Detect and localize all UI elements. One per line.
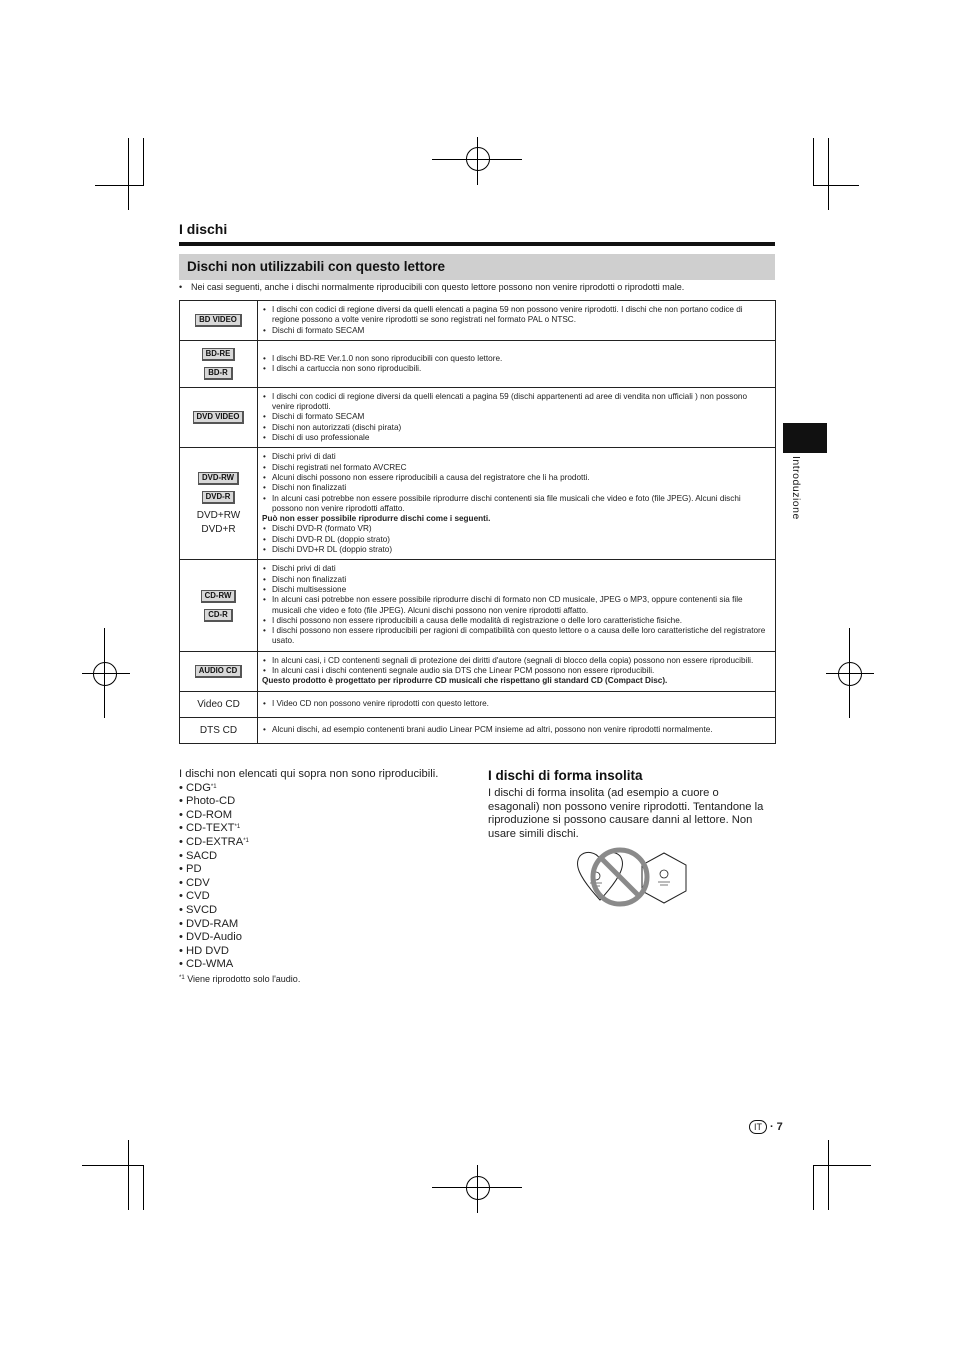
list-item-text: Photo-CD (186, 795, 236, 808)
disc-type-label: Video CD (197, 698, 240, 710)
crop-mark (813, 185, 859, 186)
list-item: • CD-TEXT$^{*1}$ (179, 822, 241, 835)
description-cell (258, 340, 776, 387)
list-item-text: CVD (186, 890, 210, 903)
disc-type-badge: DVD-RW (198, 472, 239, 485)
table-row (180, 717, 776, 743)
description-item: • Dischi di uso professionale (272, 433, 771, 443)
not-listed-text: I dischi non elencati qui sopra non sono riproducibili. (179, 768, 439, 780)
irregular-disc-illustration (572, 846, 692, 908)
registration-mark-icon (466, 1176, 490, 1200)
disc-type-cell (180, 651, 258, 691)
section-title: I dischi (179, 221, 228, 237)
registration-line (477, 1165, 478, 1213)
disc-type-cell (180, 387, 258, 447)
description-item: • In alcuni casi potrebbe non essere possibile riprodurre dischi di formato non CD musicale, JPEG o MP3, oppure contenenti sia file musicali che video e foto (file JPEG). Alcuni dischi possono non venire riprodotti affatto. (272, 595, 771, 616)
description-item: • Dischi non autorizzati (dischi pirata) (272, 423, 771, 433)
table-row (180, 560, 776, 651)
description-cell (258, 387, 776, 447)
irregular-text: I dischi di forma insolita (ad esempio a cuore o esagonali) non possono venire riprodotti. Tentandone la riproduzione si possono causare danni al lettore. Non usare simili dischi. (488, 787, 764, 840)
description-item: • Dischi DVD-R (formato VR) (272, 524, 771, 534)
description-item: • Dischi non finalizzati (272, 575, 771, 585)
table-row (180, 340, 776, 387)
description-note: Questo prodotto è progettato per riprodurre CD musicali che rispettano gli standard CD (Compact Disc). (262, 676, 668, 686)
crop-mark (128, 138, 129, 210)
intro-text: Nei casi seguenti, anche i dischi normalmente riproducibili con questo lettore possono non venire riprodotti o riprodotti male. (191, 282, 685, 292)
description-item: • In alcuni casi i dischi contenenti segnale audio sia DTS che Linear PCM possono non essere riproducibili. (272, 666, 771, 676)
crop-mark (813, 138, 814, 186)
disc-type-badge: BD-RE (202, 348, 236, 361)
disc-type-label: DVD+RW (196, 510, 241, 522)
irregular-title: I dischi di forma insolita (488, 768, 643, 783)
disc-type-badge: CD-RW (201, 590, 237, 603)
description-note: Può non esser possibile riprodurre dischi come i seguenti. (262, 514, 491, 524)
disc-type-cell (180, 717, 258, 743)
footnote-ref: *1 (210, 783, 217, 790)
chapter-label: Introduzione (790, 456, 802, 520)
footnote-text: Viene riprodotto solo l'audio. (187, 973, 301, 984)
list-item: • DVD-Audio (179, 931, 242, 944)
description-item: • I Video CD non possono venire riprodotti con questo lettore. (272, 699, 771, 709)
description-item: • I dischi a cartuccia non sono riproducibili. (272, 364, 771, 374)
registration-line (826, 673, 874, 674)
description-cell (258, 691, 776, 717)
description-item: • Dischi non finalizzati (272, 483, 771, 493)
list-item: • CD-ROM (179, 808, 233, 821)
footnote-ref: *1 (234, 824, 241, 831)
table-row (180, 651, 776, 691)
list-item-text: CD-TEXT (186, 822, 235, 835)
table-row (180, 301, 776, 341)
table-row (180, 691, 776, 717)
crop-mark (82, 1165, 144, 1166)
disc-type-cell (180, 560, 258, 651)
crop-mark (813, 1165, 871, 1166)
disc-type-badge: AUDIO CD (195, 665, 243, 678)
disc-type-cell (180, 691, 258, 717)
list-item: • DVD-RAM (179, 917, 239, 930)
crop-mark (813, 1165, 814, 1210)
description-item: • Dischi registrati nel formato AVCREC (272, 463, 771, 473)
crop-mark (828, 138, 829, 210)
list-item-text: CD-WMA (186, 958, 234, 971)
footnote-mark: *1 (179, 974, 185, 981)
disc-type-label: DVD+R (201, 524, 236, 536)
description-cell (258, 448, 776, 560)
description-item: • In alcuni casi, i CD contenenti segnali di protezione dei diritti d'autore (segnali di blocco della copia) possono non essere riproducibili. (272, 656, 771, 666)
page-number: 7 (776, 1121, 783, 1133)
registration-mark-icon (838, 662, 862, 686)
disc-type-badge: CD-R (204, 609, 233, 622)
crop-mark (143, 138, 144, 186)
list-item: • HD DVD (179, 944, 229, 957)
crop-mark (95, 185, 143, 186)
description-item: • Dischi di formato SECAM (272, 412, 771, 422)
description-item: • Dischi multisessione (272, 585, 771, 595)
description-item: • Dischi di formato SECAM (272, 326, 771, 336)
description-cell (258, 560, 776, 651)
list-item-text: SVCD (186, 903, 218, 916)
description-item: • Dischi DVD+R DL (doppio strato) (272, 545, 771, 555)
list-item: • SVCD (179, 903, 218, 916)
list-item-text: HD DVD (186, 944, 229, 957)
footnote-ref: *1 (243, 837, 249, 844)
irregular-discs-section (488, 768, 773, 841)
language-badge: IT (749, 1120, 767, 1134)
description-item: • Alcuni dischi possono non essere riproducibili a causa del registratore che li ha prodotti. (272, 473, 771, 483)
list-item: • SACD (179, 849, 218, 862)
description-item: • I dischi possono non essere riproducibili a causa delle modalità di registrazione o delle loro caratteristiche fisiche. (272, 616, 771, 626)
table-row (180, 448, 776, 560)
registration-mark-icon (93, 662, 117, 686)
disc-type-badge: BD-R (204, 367, 233, 380)
list-item: • CDV (179, 876, 210, 889)
page-separator: · (770, 1121, 774, 1133)
description-item: • I dischi con codici di regione diversi da quelli elencati a pagina 59 non possono venire riprodotti. I dischi che non portano codice di regione possono a volte venire riprodotti se sono registrati nel formato PAL o NTSC. (272, 305, 771, 326)
list-item-text: CD-EXTRA (186, 835, 244, 848)
list-item: • CD-WMA (179, 958, 234, 971)
description-cell (258, 301, 776, 341)
description-item: • I dischi BD-RE Ver.1.0 non sono riproducibili con questo lettore. (272, 354, 771, 364)
description-item: • In alcuni casi potrebbe non essere possibile riprodurre dischi contenenti sia file musicali che video e foto (file JPEG). Alcuni dischi possono non venire riprodotti affatto. (272, 494, 771, 515)
disc-type-label: DTS CD (199, 724, 238, 736)
unsupported-discs-list (179, 768, 469, 987)
disc-type-badge: DVD VIDEO (193, 411, 245, 424)
subsection-title: Dischi non utilizzabili con questo lettore (187, 259, 446, 274)
unusable-discs-table (179, 300, 776, 744)
list-item: • CD-EXTRA$^{*1}$ (179, 835, 249, 848)
list-item: • CDG$^{*1}$ (179, 781, 217, 794)
list-item-text: CDG (186, 781, 211, 794)
registration-line (849, 628, 850, 718)
registration-line (82, 673, 130, 674)
page-number-block (749, 1120, 783, 1134)
disc-type-cell (180, 301, 258, 341)
intro-paragraph: • Nei casi seguenti, anche i dischi normalmente riproducibili con questo lettore possono non venire riprodotti o riprodotti male. (179, 282, 685, 292)
list-item-text: CDV (186, 876, 210, 889)
description-item: • I dischi con codici di regione diversi da quelli elencati a pagina 59 (dischi appartenenti ad aree di vendita non ufficiali ) non possono venire riprodotti. (272, 392, 771, 413)
registration-line (104, 628, 105, 718)
list-item-text: PD (186, 863, 202, 876)
list-item: • CVD (179, 890, 210, 903)
disc-type-badge: DVD-R (202, 491, 236, 504)
description-item: • Alcuni dischi, ad esempio contenenti brani audio Linear PCM insieme ad altri, possono non venire riprodotti normalmente. (272, 725, 771, 735)
footnote (179, 973, 469, 987)
chapter-tab (783, 423, 827, 453)
description-item: • I dischi possono non essere riproducibili per ragioni di compatibilità con questo lettore o a causa delle loro caratteristiche del registratore usato. (272, 626, 771, 647)
disc-type-cell (180, 340, 258, 387)
description-item: • Dischi DVD-R DL (doppio strato) (272, 535, 771, 545)
description-cell (258, 717, 776, 743)
crop-mark (828, 1140, 829, 1210)
description-item: • Dischi privi di dati (272, 564, 771, 574)
description-cell (258, 651, 776, 691)
description-item: • Dischi privi di dati (272, 452, 771, 462)
list-item-text: CD-ROM (186, 808, 233, 821)
disc-type-badge: BD VIDEO (195, 314, 242, 327)
unsupported-list (179, 782, 469, 972)
list-item: • Photo-CD (179, 795, 236, 808)
list-item-text: DVD-Audio (186, 931, 242, 944)
table-row (180, 387, 776, 447)
section-divider (179, 242, 775, 246)
disc-type-cell (180, 448, 258, 560)
crop-mark (128, 1140, 129, 1210)
crop-mark (143, 1165, 144, 1210)
list-item: • PD (179, 863, 202, 876)
registration-line (477, 137, 478, 185)
list-item-text: SACD (186, 849, 218, 862)
list-item-text: DVD-RAM (186, 917, 239, 930)
